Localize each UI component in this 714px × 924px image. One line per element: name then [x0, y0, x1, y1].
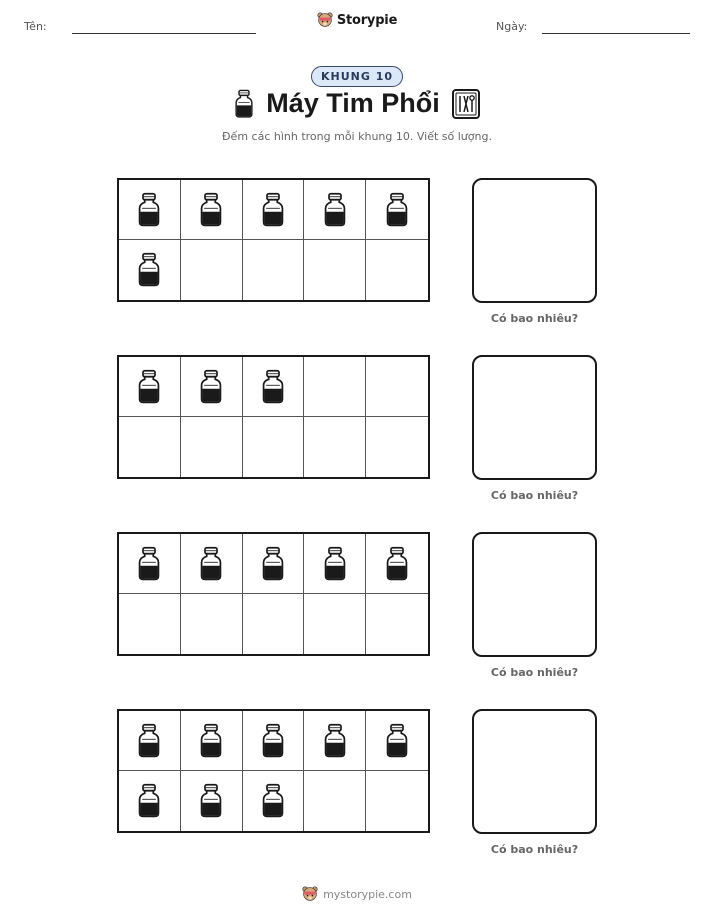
name-label: Tên: — [24, 20, 47, 33]
medicine-bottle-icon — [137, 367, 161, 407]
frame-cell — [243, 357, 305, 417]
frame-cell — [366, 534, 428, 594]
medicine-bottle-icon — [137, 250, 161, 290]
frame-cell — [304, 240, 366, 300]
frame-cell — [243, 771, 305, 831]
medicine-bottle-icon — [261, 544, 285, 584]
frame-cell — [243, 594, 305, 654]
frame-cell — [366, 240, 428, 300]
frame-cell — [119, 180, 181, 240]
answer-label: Có bao nhiêu? — [490, 312, 579, 325]
answer-label: Có bao nhiêu? — [490, 843, 579, 856]
answer-box[interactable] — [472, 178, 597, 303]
instructions: Đếm các hình trong mỗi khung 10. Viết số lượng. — [222, 130, 492, 143]
frame-cell — [181, 417, 243, 477]
medicine-bottle-icon — [385, 190, 409, 230]
brand-logo — [0, 12, 714, 28]
bear-icon — [317, 12, 333, 28]
frame-cell — [181, 180, 243, 240]
medicine-bottle-icon — [199, 721, 223, 761]
frame-cell — [119, 771, 181, 831]
frame-cell — [243, 534, 305, 594]
medicine-bottle-icon — [199, 544, 223, 584]
frame-cell — [243, 240, 305, 300]
frame-cell — [366, 180, 428, 240]
frame-cell — [304, 417, 366, 477]
frame-cell — [366, 594, 428, 654]
answer-box[interactable] — [472, 532, 597, 657]
medicine-bottle-icon — [137, 721, 161, 761]
page-title: Máy Tim Phổi — [266, 88, 440, 118]
medicine-bottle-icon — [199, 367, 223, 407]
medicine-bottle-icon — [261, 190, 285, 230]
frame-cell — [304, 771, 366, 831]
frame-cell — [119, 534, 181, 594]
medicine-bottle-icon — [137, 544, 161, 584]
frame-cell — [243, 711, 305, 771]
frame-cell — [243, 417, 305, 477]
medical-tools-icon — [452, 89, 480, 119]
frame-cell — [119, 594, 181, 654]
answer-box[interactable] — [472, 709, 597, 834]
answer-label: Có bao nhiêu? — [490, 489, 579, 502]
frame-cell — [181, 594, 243, 654]
medicine-bottle-icon — [199, 781, 223, 821]
medicine-bottle-icon — [234, 89, 254, 119]
frame-cell — [119, 711, 181, 771]
name-line[interactable] — [72, 33, 256, 34]
answer-box[interactable] — [472, 355, 597, 480]
medicine-bottle-icon — [261, 721, 285, 761]
frame-cell — [304, 711, 366, 771]
frame-cell — [304, 357, 366, 417]
answer-label: Có bao nhiêu? — [490, 666, 579, 679]
ten-frame-2 — [117, 355, 430, 479]
medicine-bottle-icon — [199, 190, 223, 230]
bear-icon — [302, 886, 318, 902]
frame-cell — [181, 534, 243, 594]
ten-frame-1 — [117, 178, 430, 302]
frame-cell — [119, 240, 181, 300]
brand-name: Storypie — [336, 12, 398, 28]
frame-cell — [366, 711, 428, 771]
topic-badge: KHUNG 10 — [311, 66, 403, 87]
medicine-bottle-icon — [137, 190, 161, 230]
frame-cell — [119, 357, 181, 417]
medicine-bottle-icon — [385, 721, 409, 761]
frame-cell — [366, 771, 428, 831]
medicine-bottle-icon — [385, 544, 409, 584]
frame-cell — [181, 771, 243, 831]
frame-cell — [119, 417, 181, 477]
ten-frame-4 — [117, 709, 430, 833]
medicine-bottle-icon — [323, 190, 347, 230]
date-label: Ngày: — [496, 20, 528, 33]
medicine-bottle-icon — [261, 781, 285, 821]
frame-cell — [304, 180, 366, 240]
ten-frame-3 — [117, 532, 430, 656]
frame-cell — [181, 240, 243, 300]
frame-cell — [366, 417, 428, 477]
frame-cell — [181, 357, 243, 417]
medicine-bottle-icon — [323, 544, 347, 584]
frame-cell — [304, 594, 366, 654]
medicine-bottle-icon — [137, 781, 161, 821]
date-line[interactable] — [542, 33, 690, 34]
frame-cell — [304, 534, 366, 594]
medicine-bottle-icon — [323, 721, 347, 761]
footer — [0, 886, 714, 902]
footer-url: mystorypie.com — [323, 887, 412, 901]
medicine-bottle-icon — [261, 367, 285, 407]
frame-cell — [366, 357, 428, 417]
frame-cell — [243, 180, 305, 240]
title-row — [0, 88, 714, 119]
frame-cell — [181, 711, 243, 771]
